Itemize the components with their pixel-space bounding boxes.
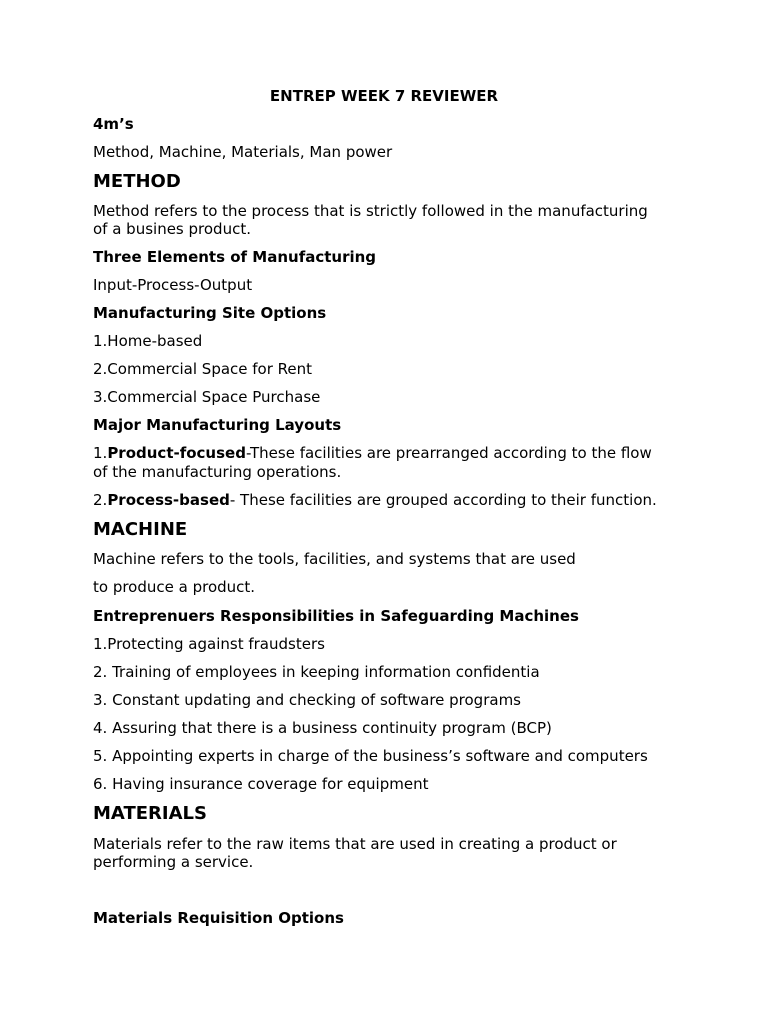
method-definition-line1: Method refers to the process that is strictly followed in the manufacturing	[93, 202, 648, 220]
layout-item-product-focused	[93, 444, 652, 462]
machine-definition-line2: to produce a product.	[93, 578, 256, 596]
method-heading: METHOD	[93, 171, 181, 192]
fourms-heading: 4m’s	[93, 115, 134, 133]
method-definition-line2: of a busines product.	[93, 220, 251, 238]
responsibilities-heading: Entreprenuers Responsibilities in Safeguarding Machines	[93, 607, 579, 625]
document-title: ENTREP WEEK 7 REVIEWER	[269, 87, 499, 105]
responsibility-item: 2. Training of employees in keeping information confidentia	[93, 663, 540, 681]
layout-item-term: Process-based	[107, 491, 230, 509]
layout-item-process-based	[93, 491, 657, 509]
layout-item-description: - These facilities are grouped according to their function.	[229, 491, 657, 509]
layout-item-description: -These facilities are prearranged according to the flow	[245, 444, 652, 462]
layout-item-term: Product-focused	[107, 444, 246, 462]
elements-text: Input-Process-Output	[93, 276, 253, 294]
site-option-item: 1.Home-based	[93, 332, 203, 350]
elements-heading: Three Elements of Manufacturing	[93, 248, 377, 266]
site-option-item: 2.Commercial Space for Rent	[93, 360, 313, 378]
responsibility-item: 3. Constant updating and checking of software programs	[93, 691, 521, 709]
layout-item-number: 2.	[93, 491, 108, 509]
responsibility-item: 1.Protecting against fraudsters	[93, 635, 325, 653]
requisition-heading: Materials Requisition Options	[93, 909, 344, 927]
fourms-text: Method, Machine, Materials, Man power	[93, 143, 393, 161]
responsibility-item: 5. Appointing experts in charge of the business’s software and computers	[93, 747, 648, 765]
machine-definition-line1: Machine refers to the tools, facilities, and systems that are used	[93, 550, 576, 568]
site-options-heading: Manufacturing Site Options	[93, 304, 327, 322]
layout-item-continuation: of the manufacturing operations.	[93, 463, 342, 481]
site-option-item: 3.Commercial Space Purchase	[93, 388, 321, 406]
materials-definition-line1: Materials refer to the raw items that are used in creating a product or	[93, 835, 617, 853]
responsibility-item: 4. Assuring that there is a business continuity program (BCP)	[93, 719, 552, 737]
responsibility-item: 6. Having insurance coverage for equipment	[93, 775, 429, 793]
materials-definition-line2: performing a service.	[93, 853, 254, 871]
machine-heading: MACHINE	[93, 519, 188, 540]
layout-item-number: 1.	[93, 444, 108, 462]
layouts-heading: Major Manufacturing Layouts	[93, 416, 342, 434]
materials-heading: MATERIALS	[93, 803, 207, 824]
